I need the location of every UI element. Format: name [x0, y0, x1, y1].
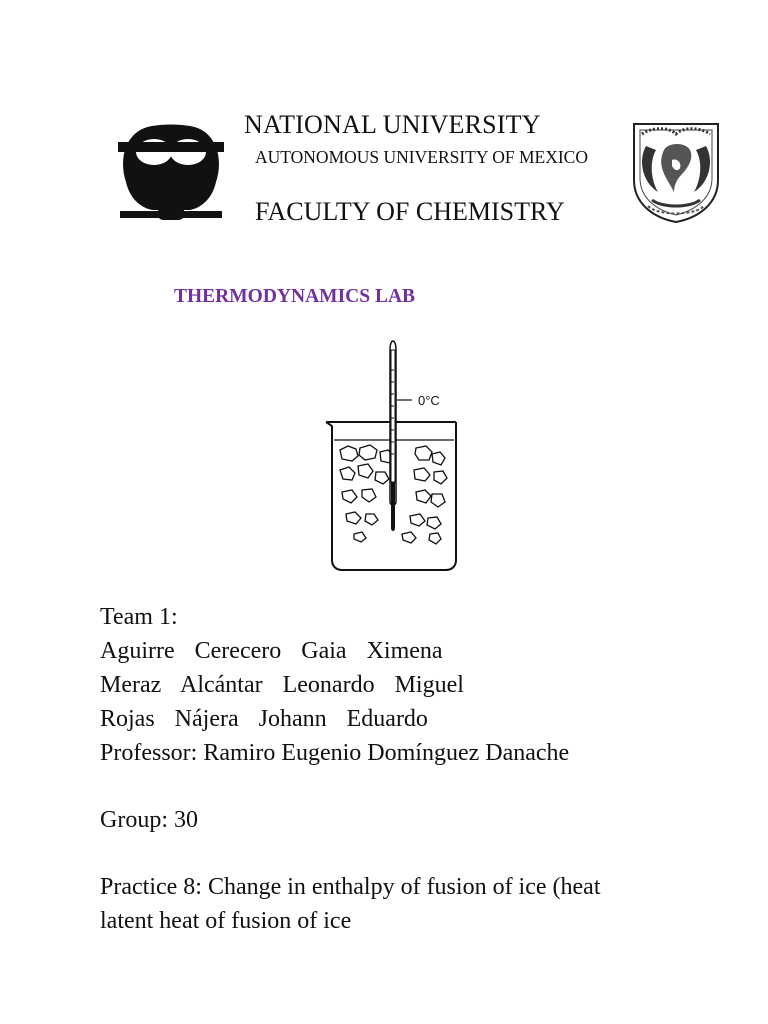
member-1-word: Gaia — [301, 638, 347, 664]
member-1-word: Ximena — [366, 638, 443, 664]
lab-title: THERMODYNAMICS LAB — [174, 286, 416, 307]
member-3-word: Eduardo — [346, 706, 428, 732]
faculty-name-title: FACULTY OF CHEMISTRY — [255, 197, 565, 226]
group-line: Group: 30 — [100, 807, 198, 833]
member-1-word: Aguirre — [100, 638, 175, 664]
member-3-word: Nájera — [174, 706, 239, 732]
professor-line: Professor: Ramiro Eugenio Domínguez Danache — [100, 740, 570, 766]
member-3-word: Johann — [258, 706, 327, 732]
practice-line-1: Practice 8: Change in enthalpy of fusion of ice (heat — [100, 874, 601, 900]
unam-seal-icon — [628, 120, 724, 224]
zero-degree-label: 0°C — [418, 393, 440, 408]
member-1-word: Cerecero — [194, 638, 282, 664]
practice-line-2: latent heat of fusion of ice — [100, 908, 352, 934]
university-name-title: NATIONAL UNIVERSITY — [244, 110, 541, 139]
university-subtitle: AUTONOMOUS UNIVERSITY OF MEXICO — [255, 147, 588, 167]
member-2-word: Miguel — [394, 672, 464, 698]
faculty-of-chemistry-logo-icon — [118, 120, 224, 224]
team-member-2 — [100, 670, 464, 700]
team-member-3 — [100, 704, 428, 734]
member-2-word: Meraz — [100, 672, 162, 698]
member-2-word: Alcántar — [179, 672, 263, 698]
team-heading: Team 1: — [100, 604, 178, 630]
team-member-1 — [100, 636, 443, 666]
member-2-word: Leonardo — [282, 672, 375, 698]
member-3-word: Rojas — [100, 706, 155, 732]
thermometer-in-ice-beaker-icon — [318, 330, 468, 575]
